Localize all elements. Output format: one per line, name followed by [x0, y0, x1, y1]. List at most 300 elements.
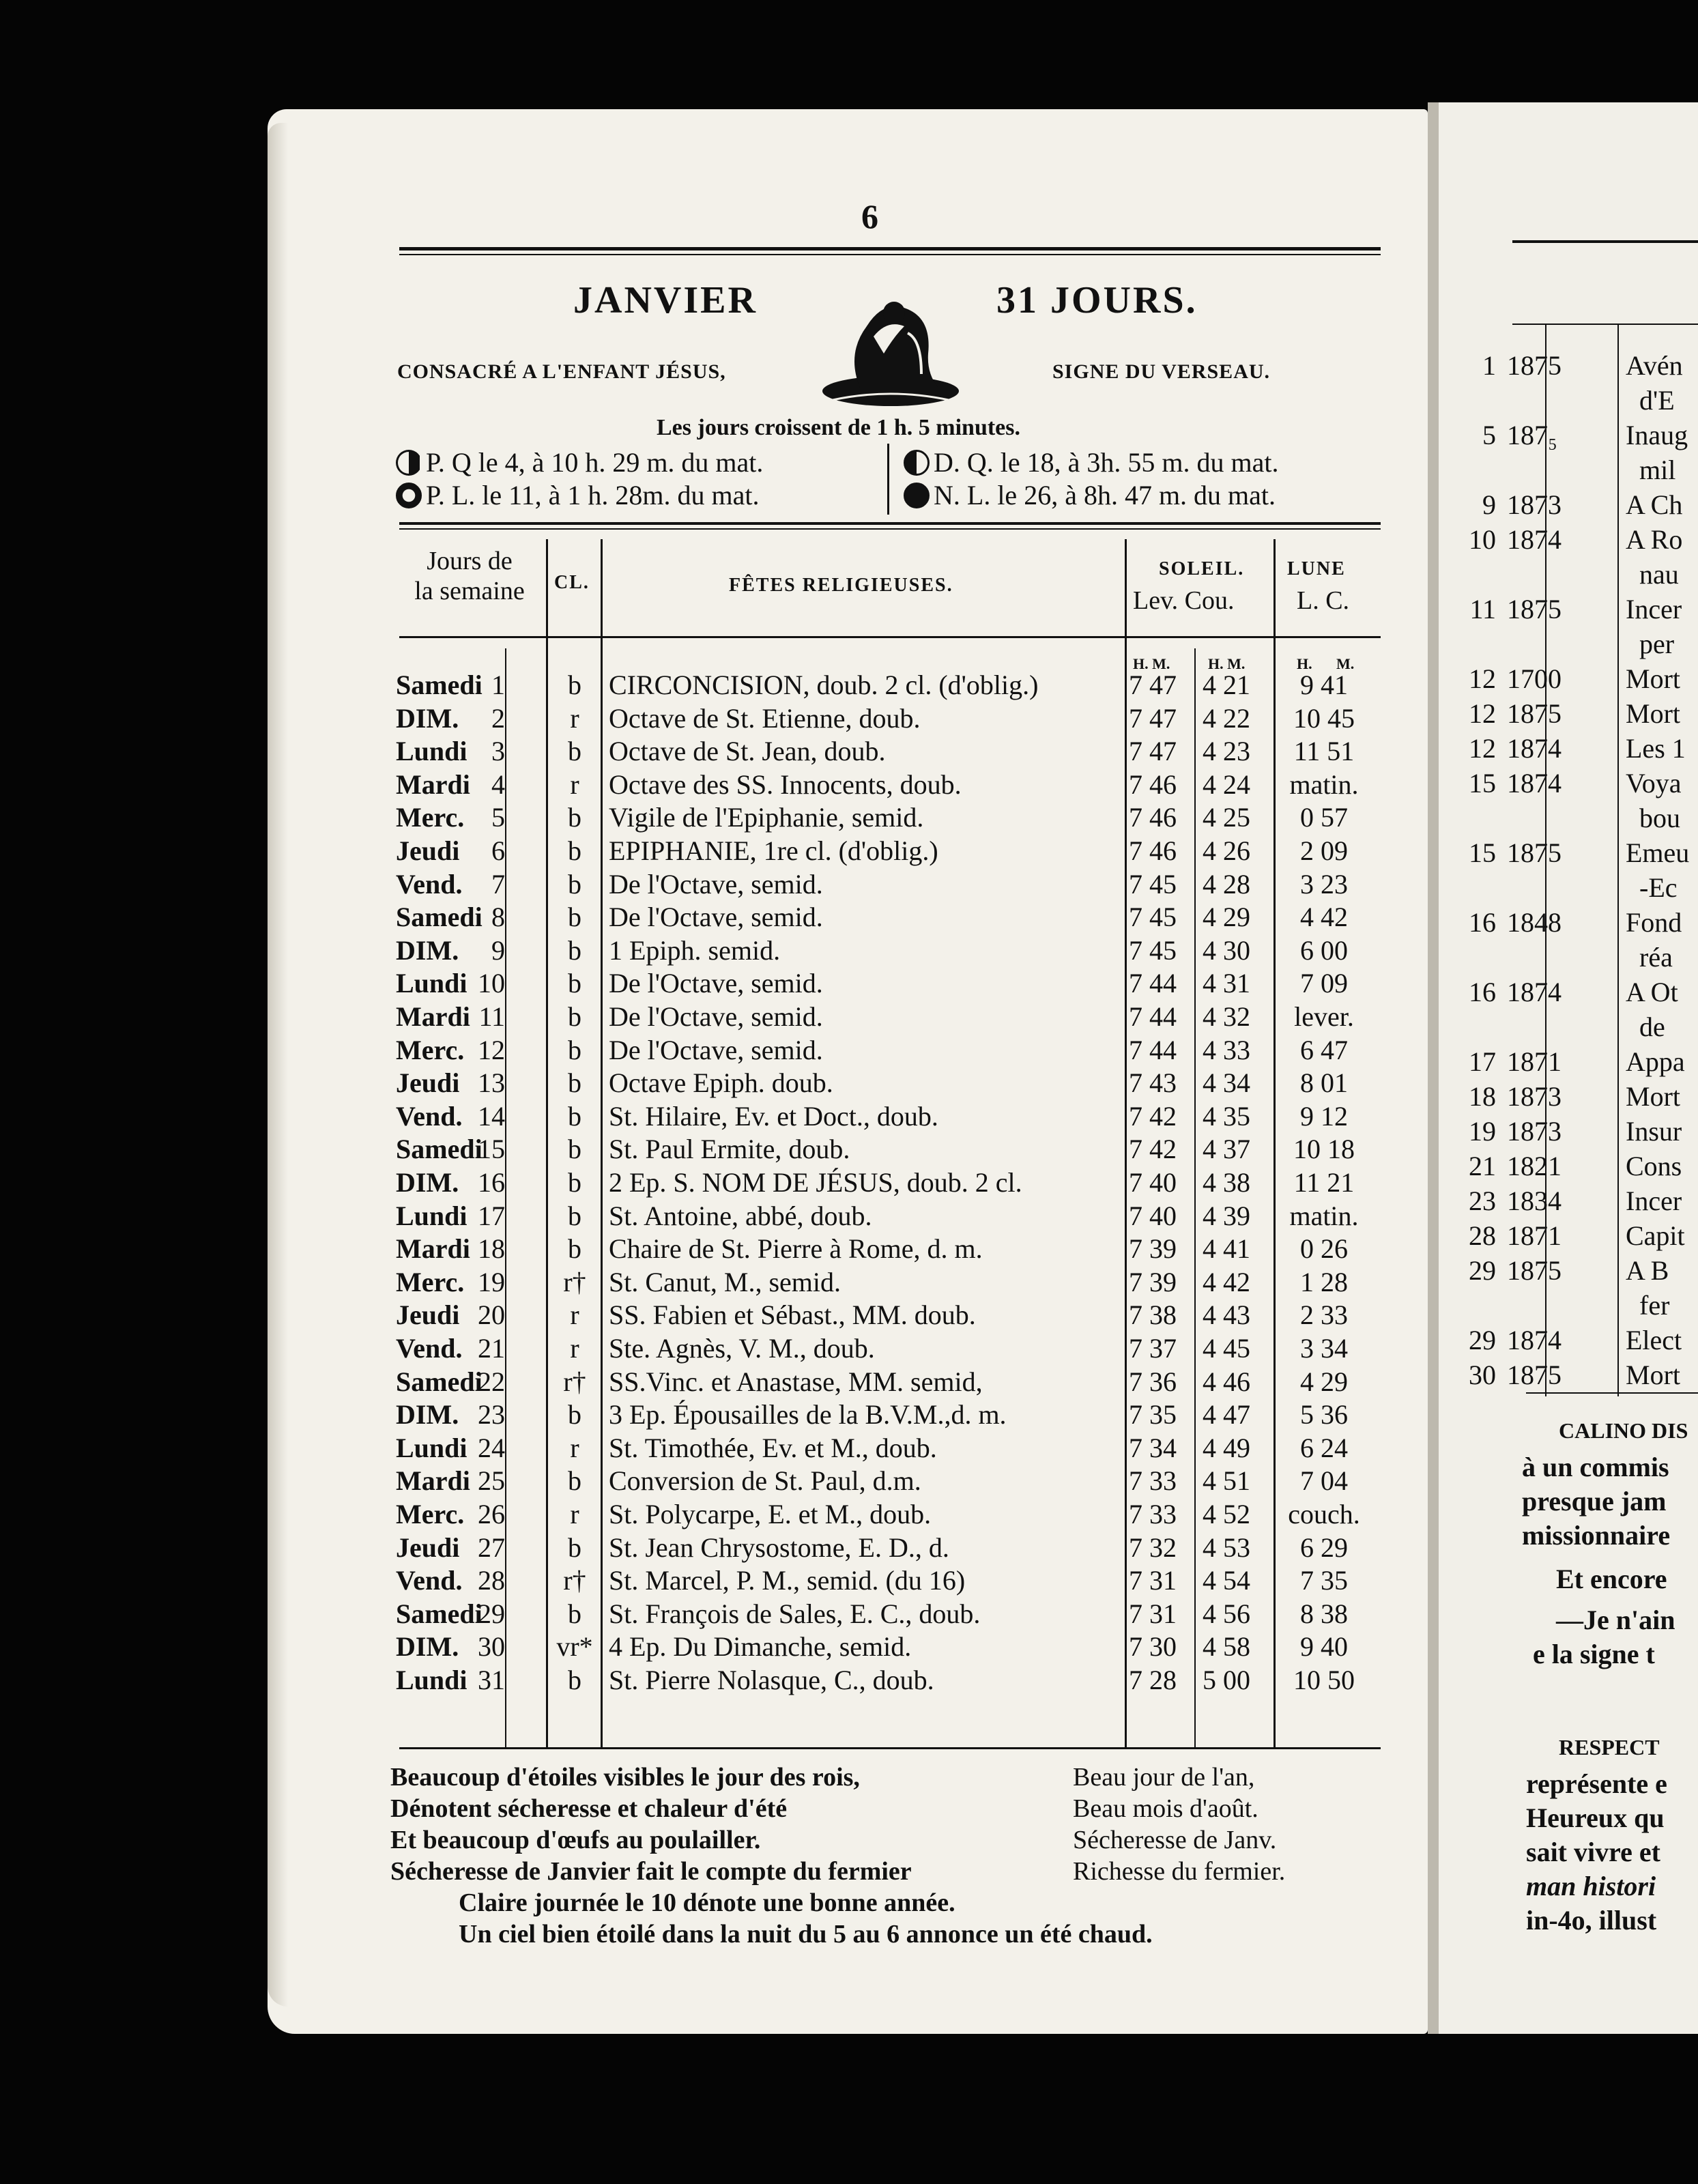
cell-day: Merc.: [396, 802, 465, 833]
right-event-tx: fer: [1639, 1290, 1670, 1321]
cell-cl: b: [568, 868, 581, 900]
right-event-tx: Elect: [1626, 1325, 1682, 1355]
cell-cou: 4 38: [1203, 1167, 1250, 1198]
cell-lev: 7 42: [1129, 1134, 1177, 1165]
cell-cou: 4 39: [1203, 1200, 1250, 1231]
cell-cl: r: [570, 1333, 579, 1364]
right-event-tx: Incer: [1626, 594, 1682, 624]
cell-num: 4: [491, 768, 505, 800]
cell-lune: couch.: [1288, 1499, 1360, 1529]
right-encore: Et encore: [1556, 1564, 1667, 1594]
cell-lev: 7 39: [1129, 1233, 1177, 1265]
proverb-right-line: Beau mois d'août.: [1073, 1794, 1258, 1823]
cell-fete: Octave Epiph. doub.: [609, 1067, 833, 1099]
right-event-yr: 1874: [1507, 977, 1562, 1007]
cell-lev: 7 31: [1129, 1565, 1177, 1596]
col-header-soleil: SOLEIL.: [1159, 558, 1245, 579]
cell-fete: CIRCONCISION, doub. 2 cl. (d'oblig.): [609, 670, 1039, 700]
cell-fete: St. Paul Ermite, doub.: [609, 1134, 850, 1165]
consecration: CONSACRÉ A L'ENFANT JÉSUS,: [397, 360, 726, 383]
cell-cou: 4 46: [1203, 1366, 1250, 1397]
cell-lev: 7 34: [1129, 1432, 1177, 1463]
right-event-yr: 1875: [1507, 1255, 1562, 1286]
right-event-day: 9: [1482, 489, 1496, 520]
table-row: [0, 1133, 1355, 1166]
cell-lune: 1 28: [1300, 1266, 1348, 1297]
cell-cou: 4 22: [1203, 702, 1250, 734]
cell-num: 22: [478, 1366, 505, 1397]
cell-lev: 7 46: [1129, 768, 1177, 800]
cell-cou: 4 43: [1203, 1299, 1250, 1331]
right-event-yr: 1848: [1507, 907, 1562, 938]
table-row: [0, 1366, 1348, 1398]
table-row: [0, 1532, 1348, 1564]
right-event-day: 5: [1482, 420, 1496, 450]
cell-fete: De l'Octave, semid.: [609, 868, 823, 900]
cell-fete: St. Canut, M., semid.: [609, 1266, 841, 1297]
right-event-day: 16: [1469, 907, 1496, 938]
right-respect-l6: in-4o, illust: [1526, 1905, 1657, 1936]
right-event-yr: 1875: [1507, 350, 1562, 381]
cell-cl: b: [568, 1034, 581, 1065]
cell-num: 28: [478, 1565, 505, 1596]
cell-cl: b: [568, 835, 581, 866]
cell-day: Mardi: [396, 768, 470, 800]
right-event-tx: Emeu: [1626, 837, 1690, 868]
top-rule: [399, 247, 1381, 250]
cell-cl: b: [568, 1001, 581, 1032]
cell-cl: b: [568, 1465, 581, 1497]
right-event-day: 18: [1469, 1081, 1496, 1112]
cell-num: 16: [478, 1167, 505, 1198]
cell-cl: b: [568, 1532, 581, 1563]
cell-num: 12: [478, 1034, 505, 1065]
cell-cl: r: [570, 768, 579, 800]
cell-day: Jeudi: [396, 1067, 460, 1099]
new-moon-icon: [904, 483, 930, 508]
proverb-right-line: Richesse du fermier.: [1073, 1857, 1286, 1886]
table-row: [0, 1498, 1360, 1531]
cell-cou: 4 31: [1203, 968, 1250, 999]
cell-lune: matin.: [1289, 768, 1359, 800]
cell-lev: 7 30: [1129, 1631, 1177, 1663]
right-event-tx: -Ec: [1639, 872, 1678, 903]
cell-day: DIM.: [396, 1399, 459, 1431]
col-header-cl: CL.: [554, 572, 590, 593]
cell-lev: 7 44: [1129, 1001, 1177, 1032]
right-event-yr: 1873: [1507, 489, 1562, 520]
cell-cou: 4 33: [1203, 1034, 1250, 1065]
cell-num: 13: [478, 1067, 505, 1099]
right-event-day: 29: [1469, 1255, 1496, 1286]
table-row: [0, 768, 1359, 801]
cell-day: Merc.: [396, 1499, 465, 1529]
right-event-tx: Incer: [1626, 1186, 1682, 1216]
right-event-yr: 187₅: [1507, 420, 1557, 450]
hm-lune-m: M.: [1336, 655, 1355, 672]
cell-fete: Chaire de St. Pierre à Rome, d. m.: [609, 1233, 983, 1265]
cell-fete: Ste. Agnès, V. M., doub.: [609, 1333, 875, 1364]
cell-cl: r: [570, 1299, 579, 1331]
cell-cl: r: [570, 1432, 579, 1463]
page-number: 6: [861, 197, 878, 235]
cell-lev: 7 44: [1129, 1034, 1177, 1065]
right-jenai: —Je n'ain: [1556, 1605, 1675, 1635]
right-event-day: 19: [1469, 1116, 1496, 1147]
cell-fete: 4 Ep. Du Dimanche, semid.: [609, 1631, 912, 1663]
cell-cl: b: [568, 1598, 581, 1629]
right-calino-l4: missionnaire: [1522, 1520, 1671, 1551]
cell-lev: 7 40: [1129, 1200, 1177, 1231]
right-event-day: 10: [1469, 524, 1496, 555]
right-event-tx: Appa: [1626, 1046, 1685, 1077]
cell-num: 19: [478, 1266, 505, 1297]
cell-lune: 4 42: [1300, 902, 1348, 933]
col-header-jours: [394, 546, 545, 606]
cell-num: 21: [478, 1333, 505, 1364]
zodiac-sign: SIGNE DU VERSEAU.: [1052, 360, 1271, 383]
table-row: [0, 835, 1348, 867]
right-header-rule: [1512, 324, 1698, 325]
cell-day: DIM.: [396, 1631, 459, 1663]
moon-dq-text: D. Q. le 18, à 3h. 55 m. du mat.: [934, 447, 1279, 478]
right-event-tx: A B: [1626, 1255, 1669, 1286]
cell-cl: b: [568, 902, 581, 933]
right-respect-title: RESPECT: [1559, 1735, 1660, 1759]
moon-full: [396, 479, 759, 511]
cell-cou: 4 45: [1203, 1333, 1250, 1364]
right-event-day: 21: [1469, 1151, 1496, 1181]
cell-day: Samedi: [396, 1134, 483, 1165]
right-event-yr: 1873: [1507, 1116, 1562, 1147]
col-header-fetes: FÊTES RELIGIEUSES.: [729, 575, 953, 596]
cell-day: Lundi: [396, 968, 467, 999]
cell-cou: 4 56: [1203, 1598, 1250, 1629]
cell-day: DIM.: [396, 702, 459, 734]
cell-cou: 4 29: [1203, 902, 1250, 933]
proverb-left-line: Et beaucoup d'œufs au poulailler.: [390, 1826, 761, 1854]
full-moon-icon: [396, 483, 422, 508]
cell-lev: 7 45: [1129, 902, 1177, 933]
table-row: [0, 967, 1348, 1000]
right-event-yr: 1700: [1507, 663, 1562, 694]
cell-day: Merc.: [396, 1266, 465, 1297]
cell-cou: 4 51: [1203, 1465, 1250, 1497]
cell-fete: Octave de St. Etienne, doub.: [609, 702, 921, 734]
cell-fete: Octave des SS. Innocents, doub.: [609, 768, 962, 800]
col-header-lune: LUNE: [1287, 558, 1346, 579]
cell-lune: 11 21: [1293, 1167, 1355, 1198]
cell-day: Jeudi: [396, 835, 460, 866]
cell-fete: St. Hilaire, Ev. et Doct., doub.: [609, 1100, 938, 1132]
cell-lune: 9 40: [1300, 1631, 1348, 1663]
cell-cou: 4 26: [1203, 835, 1250, 866]
cell-lev: 7 47: [1129, 736, 1177, 767]
cell-lune: 6 29: [1300, 1532, 1348, 1563]
cell-lev: 7 46: [1129, 835, 1177, 866]
cell-day: Jeudi: [396, 1532, 460, 1563]
table-row: [0, 1664, 1355, 1697]
right-event-tx: mil: [1639, 455, 1676, 485]
right-event-day: 23: [1469, 1186, 1496, 1216]
month-title: JANVIER: [573, 279, 758, 321]
moon-pl-text: P. L. le 11, à 1 h. 28m. du mat.: [426, 480, 760, 511]
table-row: [0, 1398, 1348, 1431]
cell-lev: 7 47: [1129, 702, 1177, 734]
cell-lune: 0 26: [1300, 1233, 1348, 1265]
cell-lune: 5 36: [1300, 1399, 1348, 1431]
cell-lev: 7 43: [1129, 1067, 1177, 1099]
cell-lune: 6 47: [1300, 1034, 1348, 1065]
cell-day: DIM.: [396, 1167, 459, 1198]
right-event-yr: 1871: [1507, 1220, 1562, 1251]
cell-fete: De l'Octave, semid.: [609, 1001, 823, 1032]
table-row: [0, 1233, 1348, 1265]
right-event-tx: Cons: [1626, 1151, 1682, 1181]
cell-lune: 6 00: [1300, 934, 1348, 966]
last-quarter-icon: [904, 450, 930, 476]
cell-day: Vend.: [396, 1100, 463, 1132]
moon-pq-text: P. Q le 4, à 10 h. 29 m. du mat.: [426, 447, 764, 478]
cell-lev: 7 45: [1129, 934, 1177, 966]
right-event-tx: Inaug: [1626, 420, 1688, 450]
cell-num: 7: [491, 868, 505, 900]
cell-cl: b: [568, 1200, 581, 1231]
table-row: [0, 868, 1348, 901]
cell-num: 15: [478, 1134, 505, 1165]
cell-lune: 7 35: [1300, 1565, 1348, 1596]
proverb-bottom-line: Un ciel bien étoilé dans la nuit du 5 au 6 annonce un été chaud.: [459, 1920, 1153, 1949]
cell-day: Lundi: [396, 1432, 467, 1463]
proverb-left-line: Dénotent sécheresse et chaleur d'été: [390, 1794, 788, 1823]
cell-day: Vend.: [396, 868, 463, 900]
right-event-day: 17: [1469, 1046, 1496, 1077]
cell-lune: matin.: [1289, 1200, 1359, 1231]
cell-day: Merc.: [396, 1034, 465, 1065]
cell-fete: St. Marcel, P. M., semid. (du 16): [609, 1565, 966, 1596]
cell-lune: 3 23: [1300, 868, 1348, 900]
cell-lev: 7 40: [1129, 1167, 1177, 1198]
cell-num: 8: [491, 902, 505, 933]
cell-cl: r†: [563, 1565, 586, 1596]
cell-fete: EPIPHANIE, 1re cl. (d'oblig.): [609, 835, 938, 866]
cell-day: Lundi: [396, 736, 467, 767]
cell-cl: b: [568, 1233, 581, 1265]
cell-cou: 4 32: [1203, 1001, 1250, 1032]
right-event-tx: per: [1639, 629, 1675, 659]
cell-num: 10: [478, 968, 505, 999]
right-event-tx: bou: [1639, 803, 1680, 833]
cell-lev: 7 33: [1129, 1499, 1177, 1529]
right-event-day: 12: [1469, 733, 1496, 764]
header-rule: [399, 522, 1381, 525]
moon-first-quarter: [396, 446, 763, 478]
cell-lev: 7 42: [1129, 1100, 1177, 1132]
proverb-right-line: Beau jour de l'an,: [1073, 1763, 1255, 1792]
cell-cl: b: [568, 1134, 581, 1165]
cell-fete: St. Antoine, abbé, doub.: [609, 1200, 872, 1231]
right-event-yr: 1875: [1507, 1360, 1562, 1390]
header-rule-thin: [399, 528, 1381, 530]
cell-fete: St. Pierre Nolasque, C., doub.: [609, 1665, 934, 1695]
table-row: [0, 1598, 1348, 1630]
cell-fete: St. Polycarpe, E. et M., doub.: [609, 1499, 932, 1529]
cell-cl: b: [568, 1167, 581, 1198]
first-quarter-icon: [396, 450, 422, 476]
cell-lev: 7 37: [1129, 1333, 1177, 1364]
cell-fete: 2 Ep. S. NOM DE JÉSUS, doub. 2 cl.: [609, 1167, 1022, 1198]
cell-num: 24: [478, 1432, 505, 1463]
cell-cou: 4 30: [1203, 934, 1250, 966]
right-event-yr: 1871: [1507, 1046, 1562, 1077]
cell-lev: 7 44: [1129, 968, 1177, 999]
right-event-tx: Mort: [1626, 698, 1680, 729]
right-signe: e la signe t: [1533, 1639, 1655, 1669]
cell-lune: 4 29: [1300, 1366, 1348, 1397]
table-row: [0, 735, 1355, 768]
cell-lev: 7 45: [1129, 868, 1177, 900]
right-event-yr: 1874: [1507, 524, 1562, 555]
right-event-tx: A Ch: [1626, 489, 1683, 520]
cell-day: Lundi: [396, 1665, 467, 1695]
cell-lune: 7 04: [1300, 1465, 1348, 1497]
cell-cou: 4 37: [1203, 1134, 1250, 1165]
cell-fete: SS. Fabien et Sébast., MM. doub.: [609, 1299, 976, 1331]
table-row: [0, 1266, 1348, 1299]
cell-lune: 8 01: [1300, 1067, 1348, 1099]
cell-lev: 7 32: [1129, 1532, 1177, 1563]
cell-fete: De l'Octave, semid.: [609, 968, 823, 999]
book-gutter: [1428, 102, 1439, 2034]
cell-lev: 7 28: [1129, 1665, 1177, 1695]
cell-lev: 7 36: [1129, 1366, 1177, 1397]
proverb-left-line: Sécheresse de Janvier fait le compte du fermier: [390, 1857, 912, 1886]
cell-num: 30: [478, 1631, 505, 1663]
cell-cou: 4 25: [1203, 802, 1250, 833]
cell-num: 25: [478, 1465, 505, 1497]
day-length: Les jours croissent de 1 h. 5 minutes.: [657, 415, 1020, 440]
cell-num: 9: [491, 934, 505, 966]
cell-cou: 4 47: [1203, 1399, 1250, 1431]
cell-num: 29: [478, 1598, 505, 1629]
cell-day: Mardi: [396, 1233, 470, 1265]
cell-fete: SS.Vinc. et Anastase, MM. semid,: [609, 1366, 983, 1397]
cell-day: Mardi: [396, 1465, 470, 1497]
table-row: [0, 1432, 1348, 1465]
cell-fete: Conversion de St. Paul, d.m.: [609, 1465, 921, 1497]
cell-lev: 7 39: [1129, 1266, 1177, 1297]
cell-num: 1: [491, 670, 505, 700]
right-respect-l2: représente e: [1526, 1768, 1667, 1799]
right-event-yr: 1875: [1507, 698, 1562, 729]
cell-cou: 4 28: [1203, 868, 1250, 900]
aquarius-sign-image: [819, 272, 962, 412]
right-event-day: 30: [1469, 1360, 1496, 1390]
right-event-yr: 1874: [1507, 733, 1562, 764]
col-header-lc: L. C.: [1297, 586, 1350, 615]
col-header-lev-cou: Lev. Cou.: [1133, 586, 1235, 615]
cell-cou: 4 49: [1203, 1432, 1250, 1463]
right-event-day: 28: [1469, 1220, 1496, 1251]
right-event-day: 11: [1469, 594, 1496, 624]
col-header-jours-line2: la semaine: [414, 577, 525, 605]
moon-last-quarter: [904, 446, 1279, 478]
cell-day: Jeudi: [396, 1299, 460, 1331]
table-row: [0, 1034, 1348, 1067]
table-row: [0, 1465, 1348, 1497]
right-event-tx: Mort: [1626, 663, 1680, 694]
cell-lune: 3 34: [1300, 1333, 1348, 1364]
cell-day: Vend.: [396, 1565, 463, 1596]
right-event-tx: Insur: [1626, 1116, 1682, 1147]
cell-num: 31: [478, 1665, 505, 1695]
cell-cl: b: [568, 1399, 581, 1431]
cell-cl: r: [570, 702, 579, 734]
right-event-tx: Avén: [1626, 350, 1683, 381]
col-header-jours-line1: Jours de: [427, 547, 513, 575]
cell-num: 14: [478, 1100, 505, 1132]
right-event-tx: A Ot: [1626, 977, 1678, 1007]
cell-fete: Vigile de l'Epiphanie, semid.: [609, 802, 924, 833]
cell-day: Vend.: [396, 1333, 463, 1364]
cell-lune: 7 09: [1300, 968, 1348, 999]
cell-cl: b: [568, 1665, 581, 1695]
cell-lune: 10 50: [1293, 1665, 1355, 1695]
cell-num: 3: [491, 736, 505, 767]
moon-nl-text: N. L. le 26, à 8h. 47 m. du mat.: [934, 480, 1276, 511]
cell-cou: 4 35: [1203, 1100, 1250, 1132]
right-event-tx: de: [1639, 1011, 1665, 1042]
cell-num: 18: [478, 1233, 505, 1265]
cell-day: DIM.: [396, 934, 459, 966]
table-row: [0, 1166, 1355, 1199]
cell-lune: 2 09: [1300, 835, 1348, 866]
cell-lune: lever.: [1294, 1001, 1354, 1032]
cell-num: 20: [478, 1299, 505, 1331]
right-event-day: 15: [1469, 768, 1496, 799]
proverb-bottom-line: Claire journée le 10 dénote une bonne année.: [459, 1888, 955, 1917]
cell-cl: vr*: [556, 1631, 593, 1663]
cell-lune: 2 33: [1300, 1299, 1348, 1331]
cell-cou: 4 52: [1203, 1499, 1250, 1529]
cell-num: 11: [478, 1001, 505, 1032]
right-event-tx: Les 1: [1626, 733, 1686, 764]
table-row: [0, 1630, 1348, 1663]
right-event-day: 29: [1469, 1325, 1496, 1355]
cell-day: Mardi: [396, 1001, 470, 1032]
right-event-day: 15: [1469, 837, 1496, 868]
cell-cou: 4 54: [1203, 1565, 1250, 1596]
cell-lev: 7 38: [1129, 1299, 1177, 1331]
cell-cou: 4 58: [1203, 1631, 1250, 1663]
table-bottom-rule: [399, 1747, 1381, 1749]
right-event-tx: Voya: [1626, 768, 1682, 799]
cell-num: 26: [478, 1499, 505, 1529]
cell-cl: r†: [563, 1366, 586, 1397]
right-event-tx: A Ro: [1626, 524, 1683, 555]
cell-lune: 0 57: [1300, 802, 1348, 833]
hm-lev: H. M.: [1133, 655, 1170, 672]
cell-cl: b: [568, 670, 581, 700]
right-event-yr: 1874: [1507, 1325, 1562, 1355]
cell-cl: b: [568, 1067, 581, 1099]
table-row: [0, 901, 1348, 934]
right-event-tx: d'E: [1639, 385, 1675, 416]
right-event-yr: 1873: [1507, 1081, 1562, 1112]
right-event-yr: 1875: [1507, 594, 1562, 624]
right-col-line-2: [1617, 325, 1619, 1396]
cell-fete: St. François de Sales, E. C., doub.: [609, 1598, 981, 1629]
